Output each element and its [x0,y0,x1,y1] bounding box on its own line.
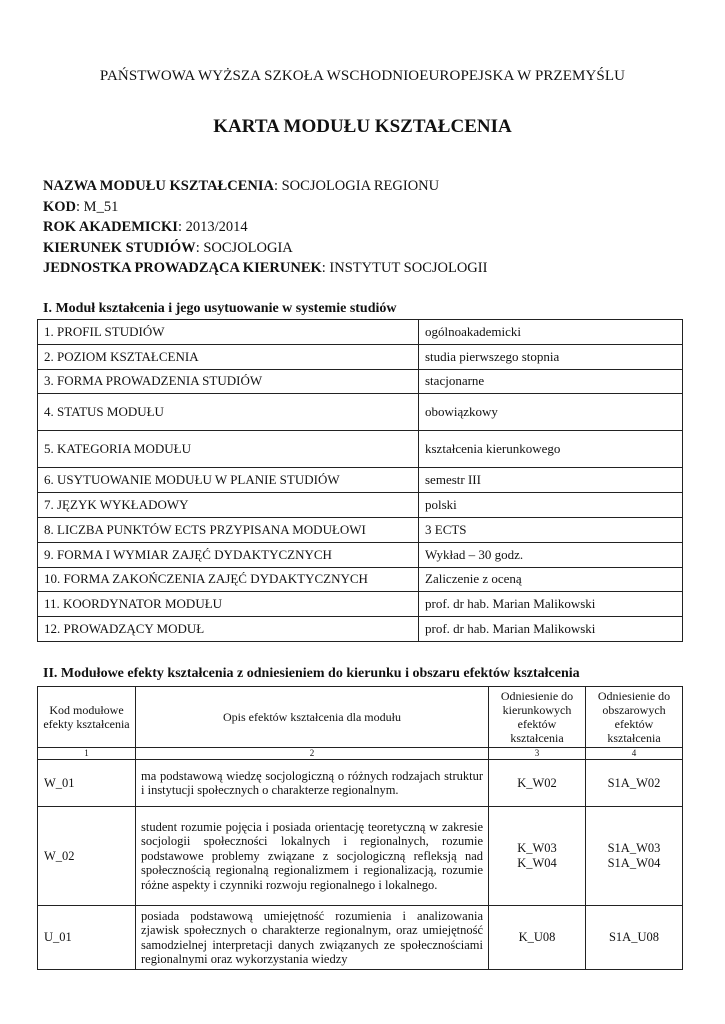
table-row [38,592,683,617]
row-label: 4. STATUS MODUŁU [38,394,419,431]
row-label: 7. JĘZYK WYKŁADOWY [38,493,419,518]
row-value: polski [419,493,683,518]
row-value: Wykład – 30 godz. [419,542,683,567]
outcome-code: U_01 [38,906,136,970]
row-label: 12. PROWADZĄCY MODUŁ [38,617,419,642]
row-value: semestr III [419,468,683,493]
row-value: stacjonarne [419,369,683,394]
meta-module-name [43,176,487,197]
outcome-description: ma podstawową wiedzę socjologiczną o różnych rodzajach struktur i instytucji społecznych o charakterze regionalnym. [136,760,489,807]
meta-value: : SOCJOLOGIA [195,239,293,256]
outcome-code: W_02 [38,807,136,906]
outcome-description: posiada podstawową umiejętność rozumienia i analizowania zjawisk społecznych o charakterze regionalnym, oraz umiejętność samodzielnej interpretacji danych związanych ze społecznościami regionalnymi oraz wykorzystania wiedzy [136,906,489,970]
row-value: 3 ECTS [419,517,683,542]
module-info-table [37,319,683,642]
column-number: 1 [38,748,136,760]
row-label: 9. FORMA I WYMIAR ZAJĘĆ DYDAKTYCZNYCH [38,542,419,567]
meta-label: JEDNOSTKA PROWADZĄCA KIERUNEK [43,260,322,276]
row-label: 3. FORMA PROWADZENIA STUDIÓW [38,369,419,394]
meta-academic-year [43,217,487,238]
learning-outcomes-table [37,686,683,970]
row-label: 5. KATEGORIA MODUŁU [38,431,419,468]
column-header-field-reference: Odniesienie do kierunkowych efektów kształcenia [489,687,586,748]
field-reference: K_U08 [489,906,586,970]
row-value: Zaliczenie z oceną [419,567,683,592]
meta-value: : SOCJOLOGIA REGIONU [273,178,440,194]
row-label: 1. PROFIL STUDIÓW [38,320,419,345]
meta-label: KOD [43,198,77,215]
row-label: 11. KOORDYNATOR MODUŁU [38,592,419,617]
table-row [38,369,683,394]
table-row [38,320,683,345]
column-number: 4 [586,748,683,760]
table-row [38,394,683,431]
column-header-area-reference: Odniesienie do obszarowych efektów kształcenia [586,687,683,748]
table-row [38,344,683,369]
row-label: 2. POZIOM KSZTAŁCENIA [38,344,419,369]
row-value: obowiązkowy [419,394,683,431]
meta-unit [43,258,487,279]
table-row [38,468,683,493]
university-name: PAŃSTWOWA WYŻSZA SZKOŁA WSCHODNIOEUROPEJSKA W PRZEMYŚLU [99,68,626,84]
meta-value: : INSTYTUT SOCJOLOGII [321,260,488,276]
field-reference: K_W03 K_W04 [489,807,586,906]
table-row [38,493,683,518]
column-number-row [38,748,683,760]
field-reference: K_W02 [489,760,586,807]
table-row [38,431,683,468]
row-label: 6. USYTUOWANIE MODUŁU W PLANIE STUDIÓW [38,468,419,493]
row-label: 8. LICZBA PUNKTÓW ECTS PRZYPISANA MODUŁOWI [38,517,419,542]
table-row [38,617,683,642]
section-1-heading: I. Moduł kształcenia i jego usytuowanie w systemie studiów [43,301,397,316]
meta-label: NAZWA MODUŁU KSZTAŁCENIA [43,178,274,194]
meta-label: ROK AKADEMICKI [43,219,178,235]
table-row [38,906,683,970]
row-value: kształcenia kierunkowego [419,431,683,468]
row-label: 10. FORMA ZAKOŃCZENIA ZAJĘĆ DYDAKTYCZNYCH [38,567,419,592]
table-header-row [38,687,683,748]
meta-field-of-study [43,238,487,259]
table-row [38,542,683,567]
table-row [38,567,683,592]
module-metadata [43,176,487,279]
column-number: 3 [489,748,586,760]
outcome-code: W_01 [38,760,136,807]
table-row [38,807,683,906]
row-value: ogólnoakademicki [419,320,683,345]
meta-label: KIERUNEK STUDIÓW [43,239,196,256]
table-row [38,760,683,807]
column-number: 2 [136,748,489,760]
column-header-code: Kod modułowe efekty kształcenia [38,687,136,748]
column-header-description: Opis efektów kształcenia dla modułu [136,687,489,748]
meta-code [43,197,487,218]
section-2-heading: II. Modułowe efekty kształcenia z odniesieniem do kierunku i obszaru efektów kształcenia [43,666,580,681]
outcome-description: student rozumie pojęcia i posiada orientację teoretyczną w zakresie socjologii społeczności lokalnych i regionalnych, rozumie podstawowe problemy związane z socjologiczną refleksją nad społecznością regionalną regionalizmem i regionalizacją, rozumie różne aspekty i czynniki rozwoju regionalnego i lokalnego. [136,807,489,906]
row-value: studia pierwszego stopnia [419,344,683,369]
meta-value: : M_51 [76,198,119,215]
row-value: prof. dr hab. Marian Malikowski [419,617,683,642]
row-value: prof. dr hab. Marian Malikowski [419,592,683,617]
area-reference: S1A_W03 S1A_W04 [586,807,683,906]
area-reference: S1A_W02 [586,760,683,807]
document-title: KARTA MODUŁU KSZTAŁCENIA [213,116,512,137]
meta-value: : 2013/2014 [177,219,248,235]
table-row [38,517,683,542]
area-reference: S1A_U08 [586,906,683,970]
